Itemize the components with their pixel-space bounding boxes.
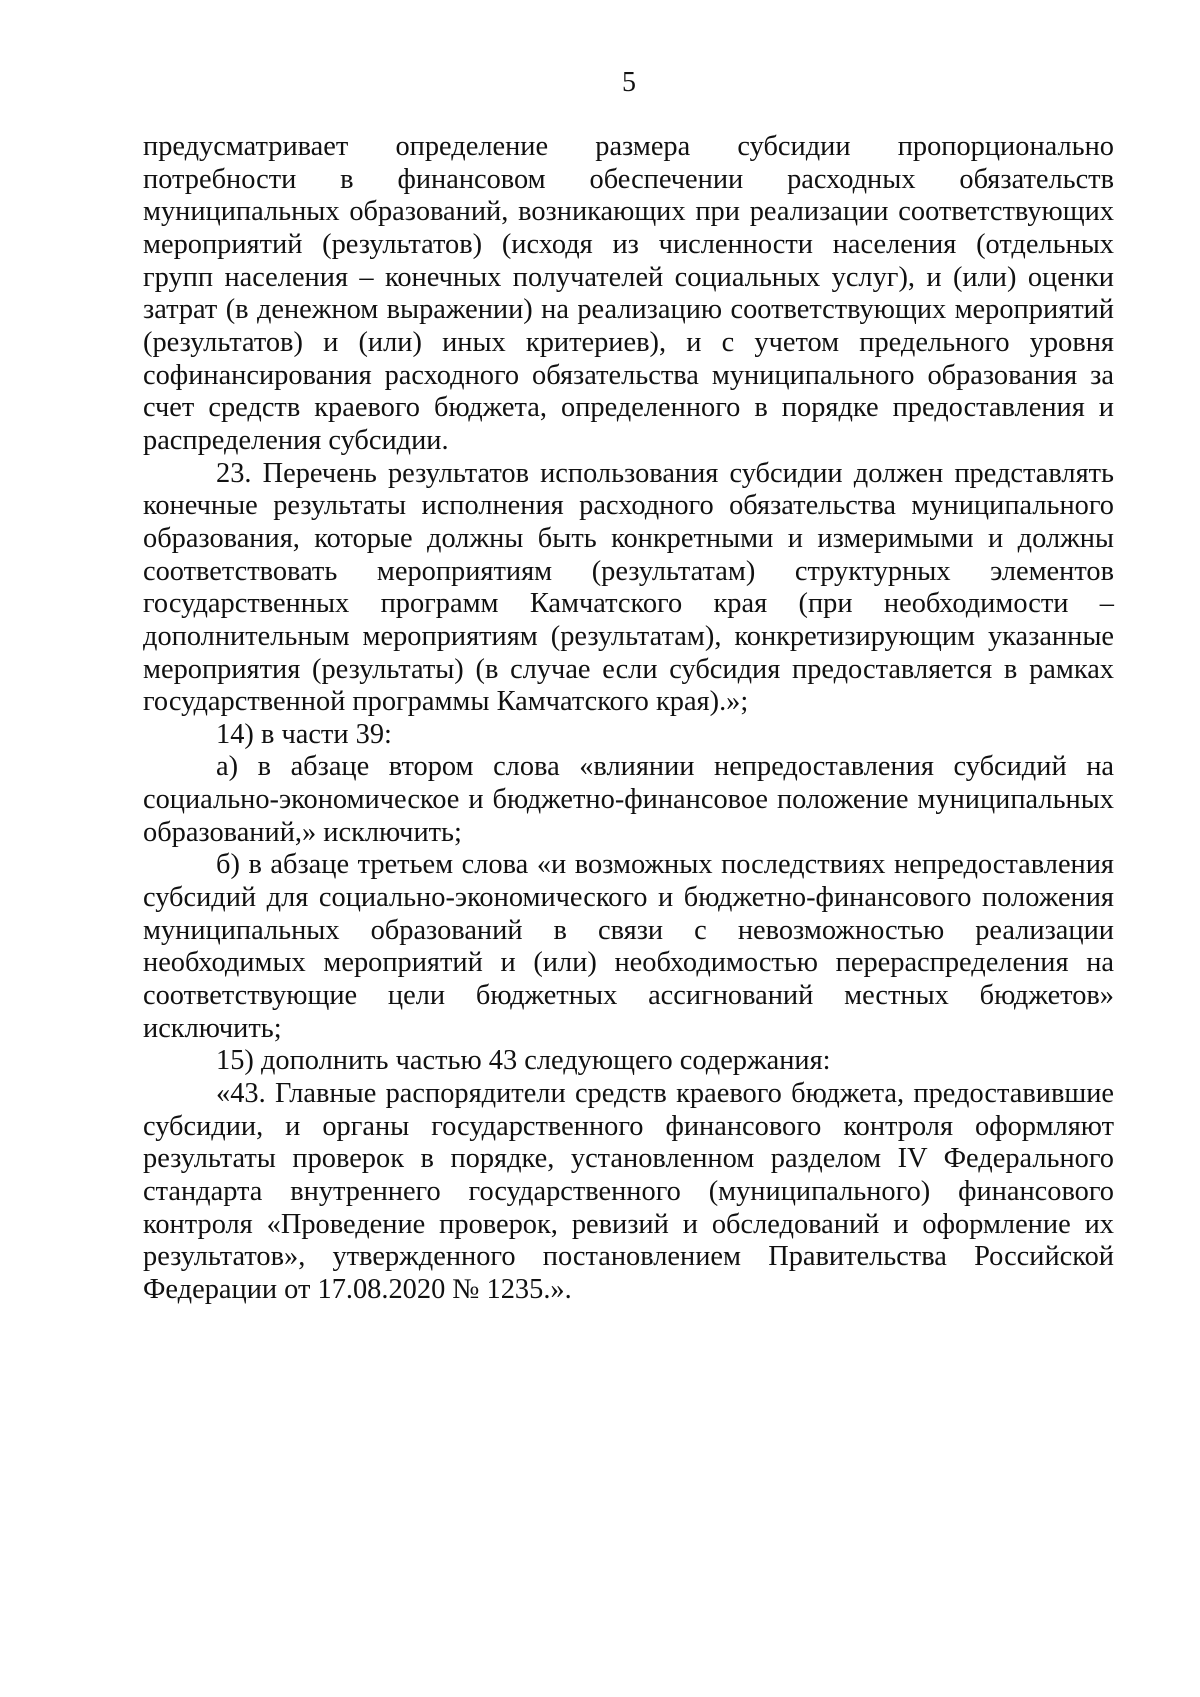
paragraph-point-15: 15) дополнить частью 43 следующего содержания: (216, 1045, 831, 1077)
paragraph-subpoint-a: а) в абзаце втором слова «влиянии непредоставления субсидий на социально-экономическое и бюджетно-финансовое положение муниципальных образований,» исключить; (143, 751, 1114, 848)
page-number: 5 (622, 67, 636, 98)
document-body (143, 131, 1114, 1307)
paragraph-item-43: «43. Главные распорядители средств краевого бюджета, предоставившие субсидии, и органы государственного финансового контроля оформляют результаты проверок в порядке, установленном разделом IV Федерального стандарта внутреннего государственного (муниципального) финансового контроля «Проведение проверок, ревизий и обследований и оформление их результатов», утвержденного постановлением Правительства Российской Федерации от 17.08.2020 № 1235.». (143, 1078, 1114, 1305)
paragraph-subsidy-size: предусматривает определение размера субсидии пропорционально потребности в финансовом обеспечении расходных обязательств муниципальных образований, возникающих при реализации соответствующих мероприятий (результатов) (исходя из численности населения (отдельных групп населения – конечных получателей социальных услуг), и (или) оценки затрат (в денежном выражении) на реализацию соответствующих мероприятий (результатов) и (или) иных критериев), и с учетом предельного уровня софинансирования расходного обязательства муниципального образования за счет средств краевого бюджета, определенного в порядке предоставления и распределения субсидии. (143, 131, 1114, 456)
paragraph-subpoint-b: б) в абзаце третьем слова «и возможных последствиях непредоставления субсидий для социально-экономического и бюджетно-финансового положения муниципальных образований в связи с невозможностью реализации необходимых мероприятий и (или) необходимостью перераспределения на соответствующие цели бюджетных ассигнований местных бюджетов» исключить; (143, 849, 1114, 1044)
paragraph-point-14: 14) в части 39: (216, 718, 392, 750)
paragraph-item-23: 23. Перечень результатов использования субсидии должен представлять конечные результаты исполнения расходного обязательства муниципального образования, которые должны быть конкретными и измеримыми и должны соответствовать мероприятиям (результатам) структурных элементов государственных программ Камчатского края (при необходимости – дополнительным мероприятиям (результатам), конкретизирующим указанные мероприятия (результаты) (в случае если субсидия предоставляется в рамках государственной программы Камчатского края).»; (143, 457, 1114, 718)
